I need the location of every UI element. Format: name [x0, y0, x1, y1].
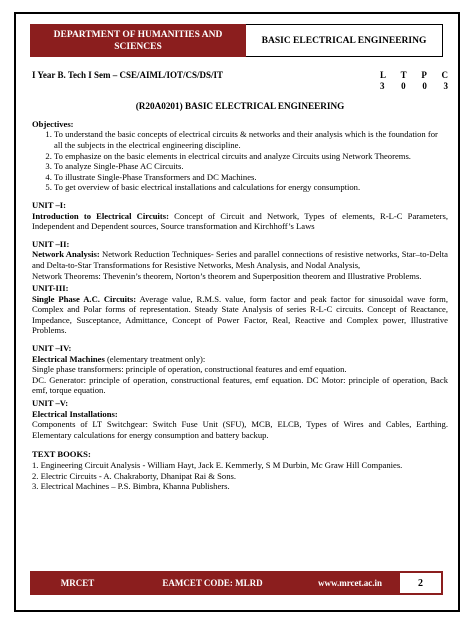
page-header [30, 24, 443, 57]
ltpc-t: T [400, 70, 407, 80]
unit-4-line-2: DC. Generator: principle of operation, constructional features, emf equation. DC Motor: principle of operation, Back emf, torque equation. [32, 374, 448, 396]
unit-2-body-2 [32, 271, 448, 282]
unit-2-text: Network Reduction Techniques- Series and parallel connections of resistive networks, Star–to-Delta and Delta-to-Star Transformations for Resistive Networks, Mesh Analysis, and Nodal Analysis, [32, 249, 448, 270]
department-banner [30, 24, 246, 57]
unit-4-title: UNIT –IV: [32, 343, 72, 354]
ltpc-val-p: 0 [422, 80, 427, 91]
unit-1-text: Concept of Circuit and Network, Types of elements, R-L-C Parameters, Independent and Dependent sources, Source transformation and Kirchhoff’s Laws [32, 210, 449, 232]
unit-5-lead: Electrical Installations: [32, 408, 118, 419]
list-item: 4. To illustrate Single-Phase Transformers and DC Machines. [54, 172, 448, 183]
list-item: 5. To get overview of basic electrical installations and calculations for energy consumption. [54, 182, 448, 193]
unit-5-title: UNIT –V: [32, 398, 69, 409]
page-frame [14, 12, 460, 612]
unit-1-body [32, 211, 448, 232]
unit-3-body [32, 294, 448, 336]
unit-3-title: UNIT-III: [32, 283, 69, 294]
unit-2-title: UNIT –II: [32, 238, 70, 249]
objectives-heading: Objectives: [32, 118, 74, 129]
textbooks-heading [32, 449, 448, 460]
unit-4-lead: Electrical Machines [32, 353, 105, 364]
unit-2-lead: Network Analysis: [32, 249, 100, 260]
list-item: 1. Engineering Circuit Analysis - William Hayt, Jack E. Kemmerly, S M Durbin, Mc Graw Hill Companies. [32, 460, 403, 470]
ltpc-val-l: 3 [380, 80, 385, 91]
ltpc-val-t: 0 [401, 80, 406, 91]
unit-5-body: Components of LT Switchgear: Switch Fuse Unit (SFU), MCB, ELCB, Types of Wires and Cables, Earthing. Elementary calculations for energy consumption and battery backup. [32, 419, 448, 440]
list-item: 1. To understand the basic concepts of electrical circuits & networks and their analysis which is the foundation for all the subjects in the electrical engineering discipline. [54, 129, 448, 150]
ltpc-val-c: 3 [443, 80, 448, 91]
ltpc-l: L [380, 70, 387, 80]
unit-3-text: Average value, R.M.S. value, form factor and peak factor for sinusoidal wave form, Complex and Polar forms of representation. Steady State Analysis of series R-L-C circuits. Concept of Reactance, Impedance, Susceptance, Admittance, Concept of Power Factor, Real, Reactive and Complex power, Illustrative Problems. [32, 293, 448, 336]
department-line-1: DEPARTMENT OF HUMANITIES AND [53, 29, 223, 40]
course-title: (R20A0201) BASIC ELECTRICAL ENGINEERING [135, 101, 345, 112]
unit-4-body [32, 354, 448, 365]
page-number: 2 [400, 573, 441, 593]
list-item: 2. Electric Circuits - A. Chakraborty, Dhanipat Rai & Sons. [32, 470, 236, 481]
syllabus-content [32, 70, 448, 492]
unit-2-body [32, 249, 448, 270]
footer-college: MRCET [60, 578, 95, 588]
list-item: 3. To analyze Single-Phase AC Circuits. [54, 161, 448, 172]
unit-2-text-2: Thevenin’s theorem, Norton’s theorem and Superposition theorem and Illustrative Problems. [100, 270, 422, 281]
department-line-2: SCIENCES [114, 41, 162, 52]
year-line: I Year B. Tech I Sem – CSE/AIML/IOT/CS/DS/IT [32, 70, 224, 80]
textbooks-heading-text: TEXT BOOKS [32, 449, 88, 460]
unit-4-line-1: Single phase transformers: principle of operation, constructional features and emf equation. [32, 364, 347, 375]
list-item: 2. To emphasize on the basic elements in electrical circuits and analyze Circuits using Network Theorems. [54, 151, 448, 162]
objectives-section [32, 119, 448, 193]
year-row [32, 70, 448, 91]
unit-1-title: UNIT –I: [32, 199, 66, 210]
list-item: 3. Electrical Machines – P.S. Bimbra, Khanna Publishers. [32, 481, 230, 492]
objectives-list [32, 129, 448, 193]
unit-4-lead-note: (elementary treatment only): [104, 353, 206, 364]
footer-website-link[interactable]: www.mrcet.ac.in [317, 578, 383, 588]
subject-banner: BASIC ELECTRICAL ENGINEERING [246, 24, 443, 57]
unit-3-lead: Single Phase A.C. Circuits: [32, 293, 137, 304]
ltpc-table [380, 70, 448, 91]
footer-eamcet-code: EAMCET CODE: MLRD [162, 578, 263, 588]
ltpc-p: P [421, 70, 427, 80]
unit-2-lead-2: Network Theorems: [32, 270, 101, 281]
unit-1-lead: Introduction to Electrical Circuits: [32, 210, 169, 221]
textbooks-heading-suffix: : [87, 449, 91, 460]
page-footer [30, 571, 443, 595]
ltpc-c: C [441, 70, 448, 80]
